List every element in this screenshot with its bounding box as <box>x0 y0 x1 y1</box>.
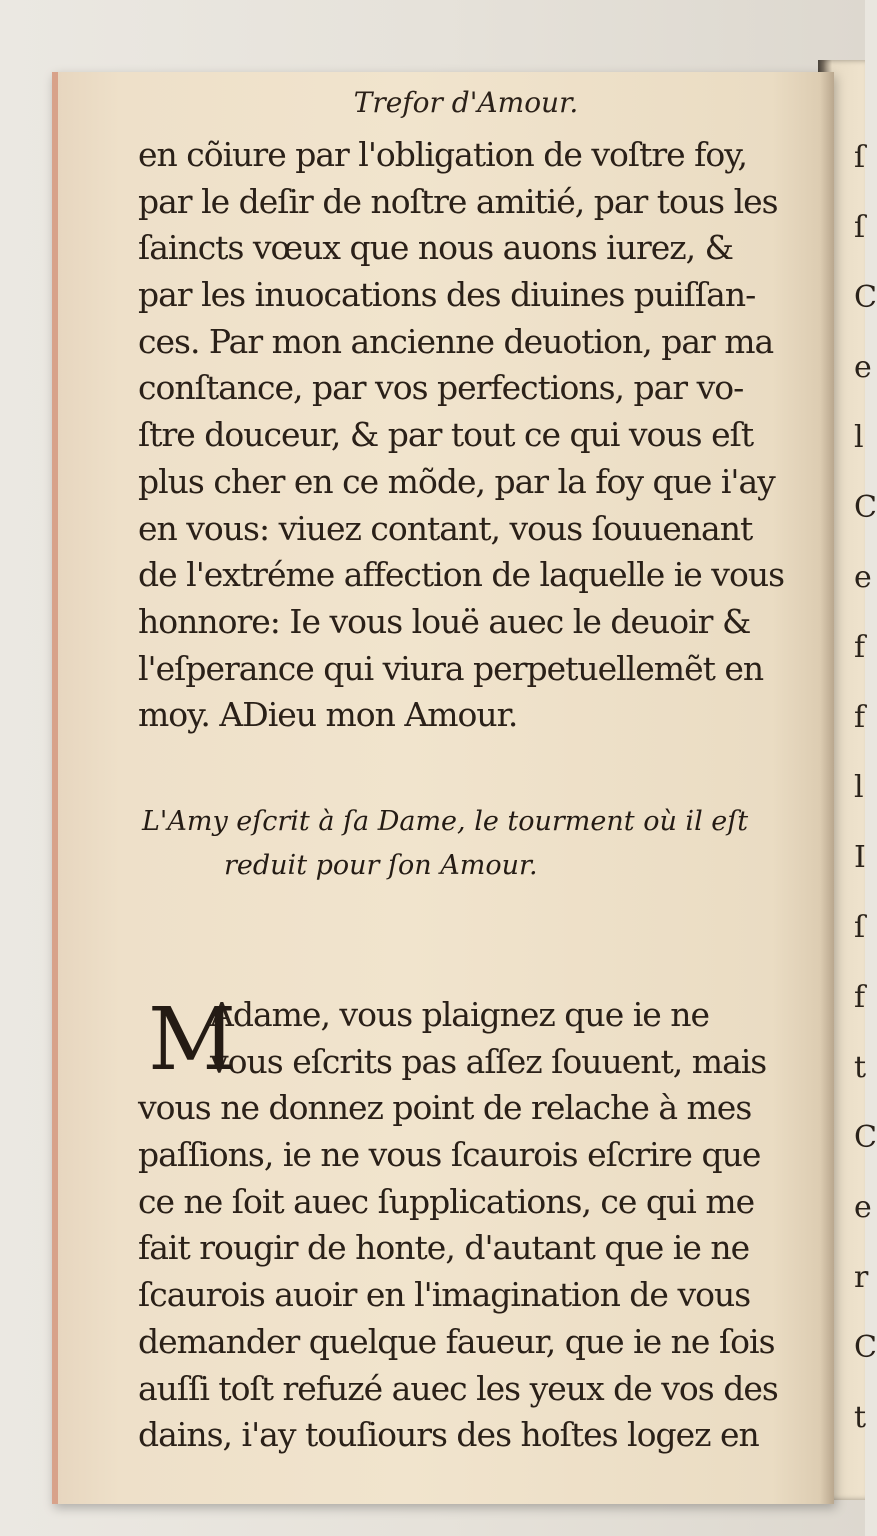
next-page-fragment: f <box>854 630 866 665</box>
text-line: en cõiure par l'obligation de voſtre foy, <box>138 135 747 174</box>
letter-line: auſſi toſt refuzé auec les yeux de vos des <box>138 1368 778 1408</box>
text-line: honnore: Ie vous louë auec le deuoir & <box>138 601 751 641</box>
letter-line: ce ne ſoit auec ſupplications, ce qui me <box>138 1181 755 1221</box>
letter-body <box>138 992 808 1459</box>
next-page-fragment: t <box>854 1050 867 1085</box>
letter-heading <box>142 800 822 888</box>
next-page-fragment: I <box>854 840 866 875</box>
text-line: ſtre douceur, & par tout ce qui vous eſt <box>138 415 754 455</box>
text-line: de l'extréme affection de laquelle ie vous <box>138 555 785 595</box>
next-page-fragment: e <box>854 1190 872 1225</box>
next-page-fragment: r <box>854 1260 869 1295</box>
letter-line-first: Adame, vous plaignez que ie ne <box>210 995 710 1034</box>
book-page <box>52 72 834 1504</box>
next-page-fragment: ſ <box>854 210 866 245</box>
letter-line: dains, i'ay touſiours des hoſtes logez en <box>138 1415 759 1455</box>
text-line: ces. Par mon ancienne deuotion, par ma <box>138 321 774 361</box>
next-page-fragment: ſ <box>854 140 866 175</box>
body-text <box>138 132 808 739</box>
text-line: par le deſir de noſtre amitié, par tous les <box>138 181 778 221</box>
letter-line: demander quelque faueur, que ie ne ſois <box>138 1321 775 1361</box>
letter-heading-line-2: reduit pour ſon Amour. <box>224 850 538 881</box>
next-page-fragment: l <box>854 420 864 455</box>
text-line: l'eſperance qui viura perpetuellemẽt en <box>138 648 764 688</box>
next-page-fragment: t <box>854 1400 867 1435</box>
next-page-fragment: C <box>854 490 877 525</box>
next-page-fragment: e <box>854 560 872 595</box>
next-page-fragment: e <box>854 350 872 385</box>
next-page-fragment: C <box>854 1330 877 1365</box>
next-page-fragment: l <box>854 770 864 805</box>
text-line: en vous: viuez contant, vous ſouuenant <box>138 508 753 548</box>
running-head: Trefor d'Amour. <box>353 86 579 119</box>
drop-cap: M <box>148 990 237 1090</box>
letter-line: vous ne donnez point de relache à mes <box>138 1088 752 1128</box>
next-page-fragment: ſ <box>854 910 866 945</box>
letter-line: fait rougir de honte, d'autant que ie ne <box>138 1228 750 1268</box>
text-line: par les inuocations des diuines puiſſan- <box>138 275 756 315</box>
next-page-fragment: f <box>854 700 866 735</box>
text-line: conſtance, par vos perfections, par vo- <box>138 368 744 408</box>
letter-line: paſſions, ie ne vous ſcaurois eſcrire que <box>138 1135 761 1175</box>
letter-line: ſcaurois auoir en l'imagination de vous <box>138 1275 751 1315</box>
letter-heading-line-1: L'Amy eſcrit à ſa Dame, le tourment où il eſt <box>142 806 749 837</box>
text-line: ſaincts vœux que nous auons iurez, & <box>138 228 734 268</box>
next-page-fragment: f <box>854 980 866 1015</box>
text-line: moy. ADieu mon Amour. <box>138 695 518 735</box>
letter-line-second: vous eſcrits pas aſſez ſouuent, mais <box>210 1041 767 1081</box>
text-line: plus cher en ce mõde, par la foy que i'ay <box>138 461 775 501</box>
next-page-fragment: C <box>854 1120 877 1155</box>
next-page-fragment: C <box>854 280 877 315</box>
